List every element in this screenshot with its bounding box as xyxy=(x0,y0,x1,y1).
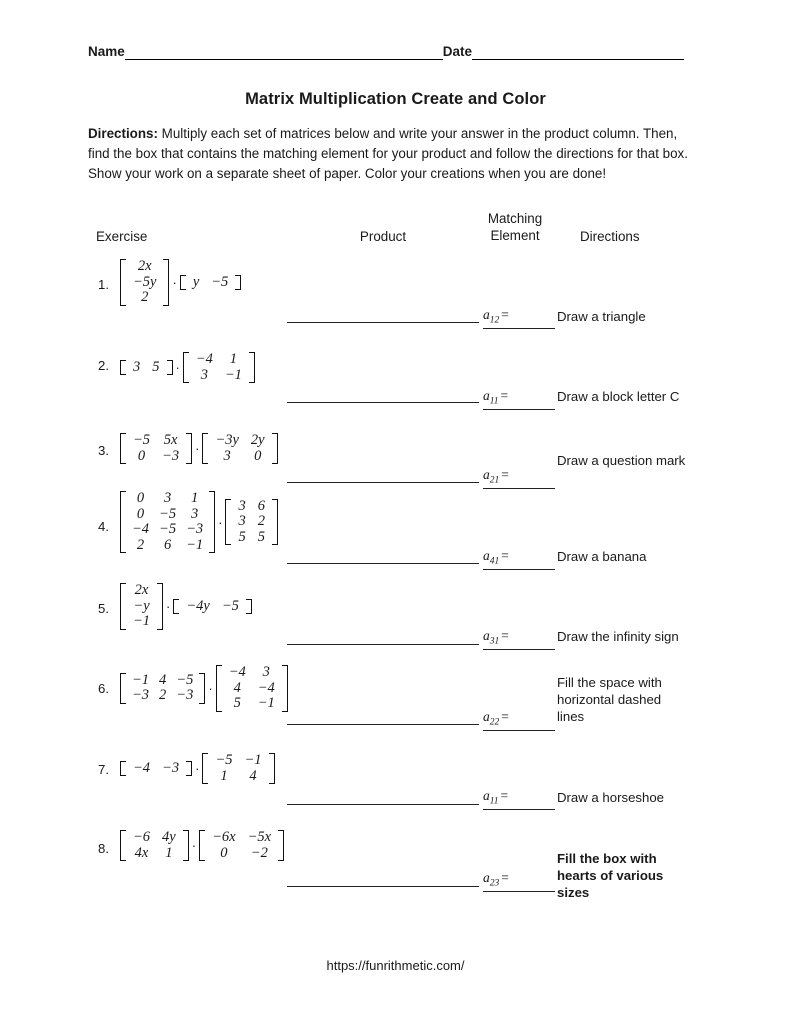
matrix-cell: 2x xyxy=(137,258,152,274)
exercise-number: 6. xyxy=(98,681,109,696)
matrix-body xyxy=(127,433,185,464)
matrix-cell: −1 xyxy=(133,613,151,629)
bracket-right xyxy=(163,259,169,306)
matrix-cell: −1 xyxy=(257,695,275,711)
matrix-matrix_b xyxy=(173,598,252,616)
matrix-cell: 5 xyxy=(152,358,160,375)
matrix-cell: 2 xyxy=(141,289,149,305)
matrix-body xyxy=(127,491,208,553)
column-header-matching-element xyxy=(462,210,568,244)
bracket-right xyxy=(183,830,189,861)
row-direction-text: Draw a horseshoe xyxy=(557,790,665,805)
matching-element-blank[interactable] xyxy=(483,628,555,650)
matrix-body xyxy=(187,275,234,291)
name-blank-line[interactable] xyxy=(125,46,443,60)
multiplication-dot-icon: · xyxy=(175,360,180,375)
matching-element-symbol: a xyxy=(483,307,490,322)
product-answer-line[interactable] xyxy=(287,563,479,564)
matrix-cell: −3 xyxy=(162,447,180,464)
bracket-right xyxy=(272,433,278,464)
row-direction-text: Draw a question mark xyxy=(557,453,686,468)
matrix-row xyxy=(127,538,208,554)
exercise-number: 1. xyxy=(98,277,109,292)
matrix-row xyxy=(127,846,182,862)
exercise-expression xyxy=(120,752,275,785)
bracket-left xyxy=(120,761,126,777)
matrix-cell: −y xyxy=(133,597,150,614)
matrix-row xyxy=(127,290,162,306)
matrix-cell: −5 xyxy=(133,432,151,448)
matrix-row xyxy=(223,696,281,712)
bracket-right xyxy=(282,665,288,712)
matrix-cell: −5y xyxy=(133,273,157,290)
matrix-row xyxy=(127,275,162,291)
bracket-left xyxy=(120,491,126,553)
matrix-cell: 1 xyxy=(229,351,238,367)
matrix-body xyxy=(127,761,185,777)
matrix-row xyxy=(232,499,271,515)
bracket-left xyxy=(120,583,126,630)
matrix-cell: −1 xyxy=(132,671,150,688)
matrix-body xyxy=(209,433,270,464)
matrix-cell: 2 xyxy=(257,513,265,530)
matching-element-blank[interactable] xyxy=(483,870,555,892)
matching-element-symbol: a xyxy=(483,628,490,643)
date-blank-line[interactable] xyxy=(472,46,684,60)
directions-body: Multiply each set of matrices below and write your answer in the product column. Then, find the box that contains the matching element for your product and follow the directions for that box. Show your work on a separate sheet of paper. Color your creations when you are done! xyxy=(88,126,688,181)
bracket-right xyxy=(167,360,173,376)
bracket-left xyxy=(183,352,189,383)
matrix-cell: 3 xyxy=(223,447,231,464)
product-answer-line[interactable] xyxy=(287,804,479,805)
equals-sign: = xyxy=(501,548,509,563)
matching-element-blank[interactable] xyxy=(483,388,555,410)
matrix-cell: −4 xyxy=(132,521,150,537)
matrix-row xyxy=(223,681,281,697)
exercise-number: 7. xyxy=(98,762,109,777)
matrix-matrix_a xyxy=(120,432,192,465)
matrix-cell: −5 xyxy=(211,273,229,290)
matching-element-symbol: a xyxy=(483,388,490,403)
matrix-cell: y xyxy=(192,273,200,290)
product-answer-line[interactable] xyxy=(287,886,479,887)
exercise-number: 8. xyxy=(98,841,109,856)
matrix-row xyxy=(223,665,281,681)
matrix-row xyxy=(127,761,185,777)
exercise-expression xyxy=(120,829,284,862)
exercise-number: 3. xyxy=(98,443,109,458)
matrix-cell: −5 xyxy=(215,752,233,768)
matrix-cell: 4 xyxy=(159,671,167,688)
matching-element-symbol: a xyxy=(483,709,490,724)
multiplication-dot-icon: · xyxy=(195,441,200,456)
matrix-row xyxy=(127,688,198,704)
bracket-left xyxy=(199,830,205,861)
matrix-body xyxy=(209,753,267,784)
matrix-row xyxy=(206,846,277,862)
equals-sign: = xyxy=(501,307,509,322)
matching-element-subscript: 21 xyxy=(489,475,500,486)
matrix-body xyxy=(190,352,248,383)
product-answer-line[interactable] xyxy=(287,402,479,403)
bracket-left xyxy=(180,275,186,291)
matrix-body xyxy=(206,830,277,861)
row-direction-text: Fill the box with hearts of various sizes xyxy=(557,851,664,900)
matrix-matrix_b xyxy=(180,274,241,292)
multiplication-dot-icon: · xyxy=(191,838,197,853)
equals-sign: = xyxy=(500,788,509,803)
matrix-row xyxy=(127,433,185,449)
date-label: Date xyxy=(442,44,473,59)
page-title: Matrix Multiplication Create and Color xyxy=(245,90,546,108)
matrix-row xyxy=(127,449,185,465)
matrix-matrix_a xyxy=(120,582,163,631)
matrix-cell: −4 xyxy=(228,664,246,680)
column-header-directions: Directions xyxy=(580,229,640,244)
matrix-matrix_a xyxy=(120,490,215,554)
matrix-cell: −1 xyxy=(186,536,204,553)
multiplication-dot-icon: · xyxy=(208,680,213,696)
equals-sign: = xyxy=(501,628,509,643)
matching-element-blank[interactable] xyxy=(483,788,555,810)
matching-element-symbol: a xyxy=(483,548,490,563)
matching-element-subscript: 11 xyxy=(489,796,499,807)
matrix-cell: −5 xyxy=(221,597,239,614)
matrix-cell: 1 xyxy=(165,844,173,861)
matrix-cell: 5 xyxy=(238,528,246,545)
bracket-right xyxy=(186,433,192,464)
exercise-expression xyxy=(120,490,278,554)
matrix-row xyxy=(232,514,271,530)
matrix-matrix_a xyxy=(120,258,169,307)
bracket-left xyxy=(202,433,208,464)
multiplication-dot-icon: · xyxy=(218,514,223,530)
matching-element-symbol: a xyxy=(483,870,490,885)
exercise-expression xyxy=(120,351,255,384)
product-answer-line[interactable] xyxy=(287,644,479,645)
matrix-row xyxy=(232,530,271,546)
matrix-cell: 5 xyxy=(233,695,241,711)
matrix-cell: 2 xyxy=(136,536,145,553)
matrix-cell: 2 xyxy=(159,687,167,704)
matrix-cell: 1 xyxy=(220,767,228,784)
multiplication-dot-icon: · xyxy=(166,598,171,614)
matrix-cell: −5 xyxy=(159,505,177,522)
matrix-body xyxy=(232,499,271,546)
matrix-row xyxy=(127,614,156,630)
matrix-matrix_b xyxy=(202,752,274,785)
matching-element-subscript: 11 xyxy=(489,396,499,407)
exercise-number: 5. xyxy=(98,601,109,616)
matrix-matrix_b xyxy=(216,664,288,713)
matrix-matrix_a xyxy=(120,359,173,377)
matrix-cell: 3 xyxy=(262,664,270,680)
matrix-row xyxy=(127,259,162,275)
matrix-cell: −6 xyxy=(133,829,151,845)
row-direction-text: Draw a block letter C xyxy=(557,389,680,404)
matrix-matrix_a xyxy=(120,672,205,705)
directions-paragraph xyxy=(88,124,702,184)
matrix-cell: 3 xyxy=(190,505,199,522)
matrix-body xyxy=(127,360,166,376)
bracket-left xyxy=(120,360,126,376)
matrix-row xyxy=(190,368,248,384)
directions-label: Directions: xyxy=(88,126,158,141)
exercise-expression xyxy=(120,258,241,307)
equals-sign: = xyxy=(500,388,509,403)
matrix-row xyxy=(127,583,156,599)
matrix-cell: 2y xyxy=(250,432,265,448)
matrix-cell: −5x xyxy=(247,829,272,845)
matrix-cell: −3y xyxy=(215,432,239,448)
row-direction-text: Draw a triangle xyxy=(557,309,646,324)
matrix-cell: 3 xyxy=(238,497,246,514)
matrix-cell: 6 xyxy=(257,497,265,514)
matrix-body xyxy=(127,673,198,704)
matrix-row xyxy=(209,769,267,785)
matrix-cell: 0 xyxy=(136,505,145,522)
row-direction-text: Draw the infinity sign xyxy=(557,629,679,644)
matrix-cell: 4 xyxy=(233,679,241,696)
matrix-cell: −4 xyxy=(195,351,213,367)
row-direction-text: Fill the space with horizontal dashed lines xyxy=(557,675,662,724)
matrix-row xyxy=(127,491,208,507)
matrix-cell: 3 xyxy=(200,366,208,383)
matrix-row xyxy=(127,360,166,376)
bracket-right xyxy=(246,599,252,615)
bracket-right xyxy=(157,583,163,630)
matrix-cell: 2x xyxy=(134,582,149,598)
matrix-row xyxy=(187,275,234,291)
matrix-body xyxy=(127,583,156,630)
bracket-left xyxy=(173,599,179,615)
bracket-left xyxy=(202,753,208,784)
matrix-row xyxy=(127,522,208,538)
multiplication-dot-icon: · xyxy=(195,761,200,776)
bracket-right xyxy=(186,761,192,777)
column-header-matching-line2: Element xyxy=(490,228,540,243)
column-header-matching-line1: Matching xyxy=(487,211,543,226)
equals-sign: = xyxy=(501,709,509,724)
matrix-body xyxy=(127,259,162,306)
matrix-row xyxy=(206,830,277,846)
matrix-cell: 0 xyxy=(137,447,146,464)
equals-sign: = xyxy=(501,467,509,482)
matrix-cell: −1 xyxy=(244,752,262,768)
bracket-right xyxy=(249,352,255,383)
column-header-product: Product xyxy=(359,229,407,244)
footer-url: https://funrithmetic.com/ xyxy=(326,958,465,973)
bracket-right xyxy=(278,830,284,861)
matrix-cell: −4y xyxy=(186,597,210,614)
bracket-right xyxy=(209,491,215,553)
bracket-left xyxy=(120,830,126,861)
exercise-expression xyxy=(120,432,278,465)
bracket-right xyxy=(235,275,241,291)
row-direction-text: Draw a banana xyxy=(557,549,647,564)
multiplication-dot-icon: · xyxy=(172,274,177,290)
matrix-cell: 3 xyxy=(163,490,172,506)
matching-element-blank[interactable] xyxy=(483,548,555,570)
matching-element-blank[interactable] xyxy=(483,467,555,489)
exercise-expression xyxy=(120,582,252,631)
matrix-cell: −5 xyxy=(159,521,177,537)
matrix-cell: −2 xyxy=(250,844,268,861)
matrix-cell: −3 xyxy=(186,521,204,537)
column-header-exercise: Exercise xyxy=(96,229,148,244)
matrix-body xyxy=(223,665,281,712)
matrix-cell: 5x xyxy=(163,432,178,448)
matrix-cell: −5 xyxy=(176,671,194,688)
matrix-matrix_a xyxy=(120,829,189,862)
matching-element-symbol: a xyxy=(483,788,490,803)
matching-element-blank[interactable] xyxy=(483,307,555,329)
product-answer-line[interactable] xyxy=(287,482,479,483)
matrix-row xyxy=(209,433,270,449)
matrix-cell: 4x xyxy=(134,844,149,861)
bracket-right xyxy=(269,753,275,784)
matrix-cell: 0 xyxy=(254,447,262,464)
matrix-cell: −1 xyxy=(224,366,242,383)
matrix-row xyxy=(127,507,208,523)
matrix-body xyxy=(127,830,182,861)
matrix-matrix_b xyxy=(202,432,277,465)
matrix-cell: −3 xyxy=(162,759,180,776)
name-date-header xyxy=(88,44,696,60)
bracket-left xyxy=(120,259,126,306)
matrix-row xyxy=(209,449,270,465)
matrix-cell: −4 xyxy=(133,759,151,776)
matrix-cell: 4y xyxy=(162,829,176,845)
product-answer-line[interactable] xyxy=(287,322,479,323)
matrix-cell: 6 xyxy=(163,536,172,553)
matrix-cell: −4 xyxy=(257,679,275,696)
matrix-matrix_b xyxy=(199,829,284,862)
bracket-right xyxy=(272,499,278,546)
matrix-cell: −6x xyxy=(212,829,236,845)
matrix-cell: −3 xyxy=(176,687,194,704)
bracket-left xyxy=(120,673,126,704)
matching-element-blank[interactable] xyxy=(483,709,555,731)
exercise-expression xyxy=(120,664,288,713)
bracket-right xyxy=(199,673,205,704)
bracket-left xyxy=(216,665,222,712)
matrix-cell: 1 xyxy=(190,490,199,506)
matrix-cell: 0 xyxy=(220,844,228,861)
matrix-cell: −3 xyxy=(132,687,150,704)
matrix-cell: 3 xyxy=(238,513,246,530)
matrix-cell: 4 xyxy=(249,767,257,784)
matrix-body xyxy=(180,599,245,615)
matching-element-subscript: 31 xyxy=(489,636,500,647)
matching-element-subscript: 22 xyxy=(489,717,500,728)
equals-sign: = xyxy=(501,870,509,885)
matrix-row xyxy=(209,753,267,769)
matching-element-subscript: 12 xyxy=(489,315,500,326)
matrix-row xyxy=(127,830,182,846)
matrix-row xyxy=(190,352,248,368)
matrix-matrix_b xyxy=(183,351,255,384)
bracket-left xyxy=(225,499,231,546)
exercise-number: 2. xyxy=(98,358,109,373)
product-answer-line[interactable] xyxy=(287,724,479,725)
matrix-cell: 0 xyxy=(136,490,145,506)
matching-element-symbol: a xyxy=(483,467,490,482)
matrix-row xyxy=(180,599,245,615)
exercise-number: 4. xyxy=(98,519,109,534)
name-label: Name xyxy=(88,44,125,59)
matrix-row xyxy=(127,673,198,689)
bracket-left xyxy=(120,433,126,464)
matrix-matrix_a xyxy=(120,760,192,778)
matching-element-subscript: 23 xyxy=(489,878,500,889)
matrix-row xyxy=(127,599,156,615)
matrix-cell: 5 xyxy=(257,528,265,545)
matrix-cell: 3 xyxy=(133,358,141,375)
matching-element-subscript: 41 xyxy=(489,556,500,567)
matrix-matrix_b xyxy=(225,498,278,547)
